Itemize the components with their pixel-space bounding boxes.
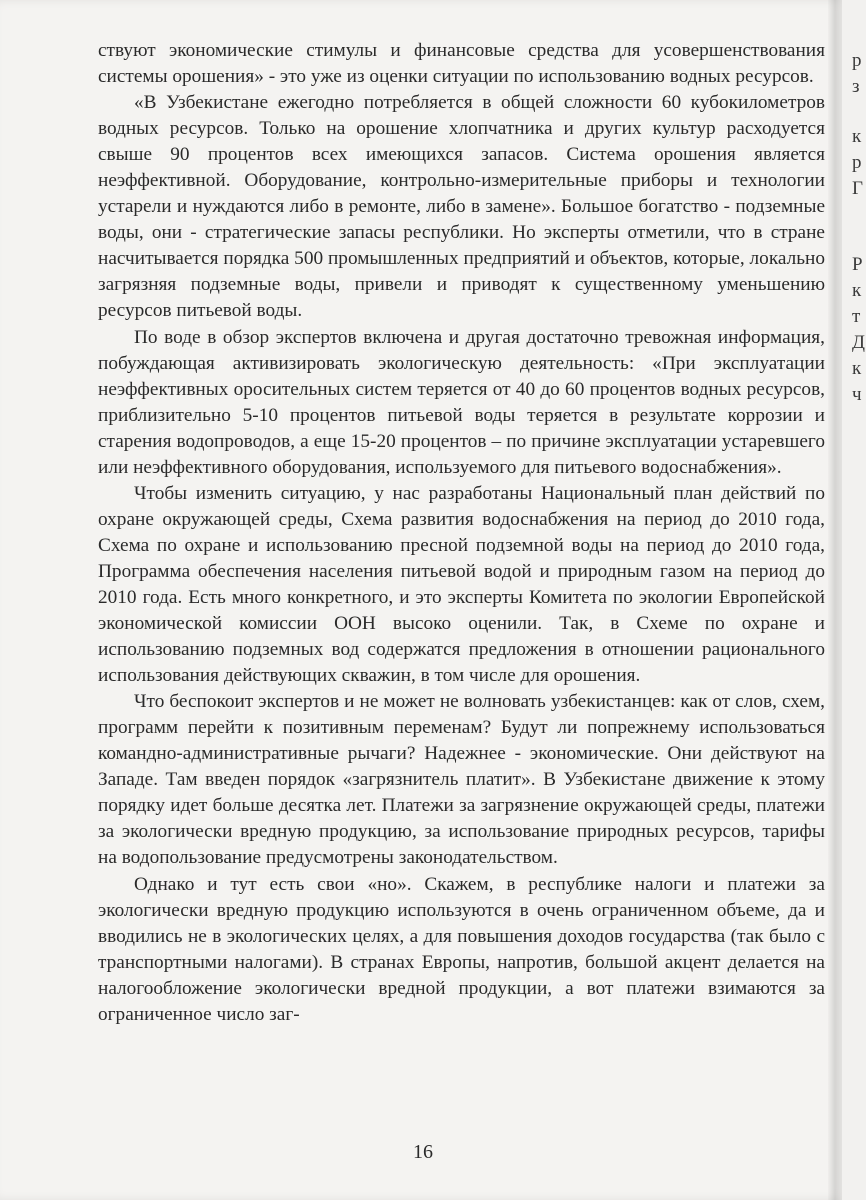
next-page-fragment: Г [852, 178, 863, 199]
paragraph-2: «В Узбекистане ежегодно потребляется в общей сложности 60 кубокилометров водных ресурсов. Только на орошение хлопчатника и других культур расходуется свыше 90 процентов всех имеющихся запасов. Система орошения является неэффективной. Оборудование, контрольно-измерительные приборы и технологии устарели и нуждаются либо в ремонте, либо в замене». Большое богатство - подземные воды, они - стратегические запасы республики. Но эксперты отметили, что в стране насчитывается порядка 500 промышленных предприятий и объектов, которые, локально загрязняя подземные воды, привели и приводят к существенному уменьшению ресурсов питьевой воды. [98, 92, 825, 322]
next-page-fragment: Д [852, 332, 865, 353]
book-gutter [828, 0, 842, 1200]
paragraph-5: Что беспокоит экспертов и не может не волновать узбекистанцев: как от слов, схем, программ перейти к позитивным переменам? Будут ли попрежнему использоваться командно-административные рычаги? Надежнее - экономические. Они действуют на Западе. Там введен порядок «загрязнитель платит». В Узбекистане движение к этому порядку идет больше десятка лет. Платежи за загрязнение окружающей среды, платежи за экологически вредную продукцию, за использование природных ресурсов, тарифы на водопользование предусмотрены законодательством. [98, 691, 825, 869]
next-page-fragment: т [852, 306, 861, 327]
next-page-fragment: к [852, 126, 862, 147]
page-number: 16 [413, 1141, 433, 1163]
paragraph-1: ствуют экономические стимулы и финансовые средства для усовершенствования системы орошения» - это уже из оценки ситуации по использованию водных ресурсов. [98, 40, 825, 88]
paragraph-3: По воде в обзор экспертов включена и другая достаточно тревожная информация, побуждающая активизировать экологическую деятельность: «При эксплуатации неэффективных оросительных систем теряется от 40 до 60 процентов водных ресурсов, приблизительно 5-10 процентов питьевой воды теряется в результате коррозии и старения водопроводов, а еще 15-20 процентов – по причине эксплуатации устаревшего или неэффективного оборудования, используемого для питьевого водоснабжения». [98, 326, 825, 478]
next-page-fragment: ч [852, 384, 862, 405]
next-page-fragment: з [852, 76, 860, 97]
body-text [98, 38, 825, 1028]
next-page-fragment: к [852, 280, 862, 301]
next-page-fragment: р [852, 152, 862, 173]
next-page-fragment: к [852, 358, 862, 379]
paragraph-4: Чтобы изменить ситуацию, у нас разработаны Национальный план действий по охране окружающей среды, Схема развития водоснабжения на период до 2010 года, Схема по охране и использованию пресной подземной воды на период до 2010 года, Программа обеспечения населения питьевой водой и природным газом на период до 2010 года. Есть много конкретного, и это эксперты Комитета по экологии Европейской экономической комиссии ООН высоко оценили. Так, в Схеме по охране и использованию подземных вод содержатся предложения в отношении рационального использования действующих скважин, в том числе для орошения. [98, 482, 825, 687]
paragraph-6: Однако и тут есть свои «но». Скажем, в республике налоги и платежи за экологически вредную продукцию используются в очень ограниченном объеме, да и вводились не в экологических целях, а для повышения доходов государства (так было с транспортными налогами). В странах Европы, напротив, большой акцент делается на налогообложение экологически вредной продукции, а вот платежи взимаются за ограниченное число заг- [98, 873, 825, 1025]
next-page-fragment: Р [852, 254, 863, 275]
next-page-fragment: р [852, 50, 862, 71]
next-page-edge [842, 0, 866, 1200]
